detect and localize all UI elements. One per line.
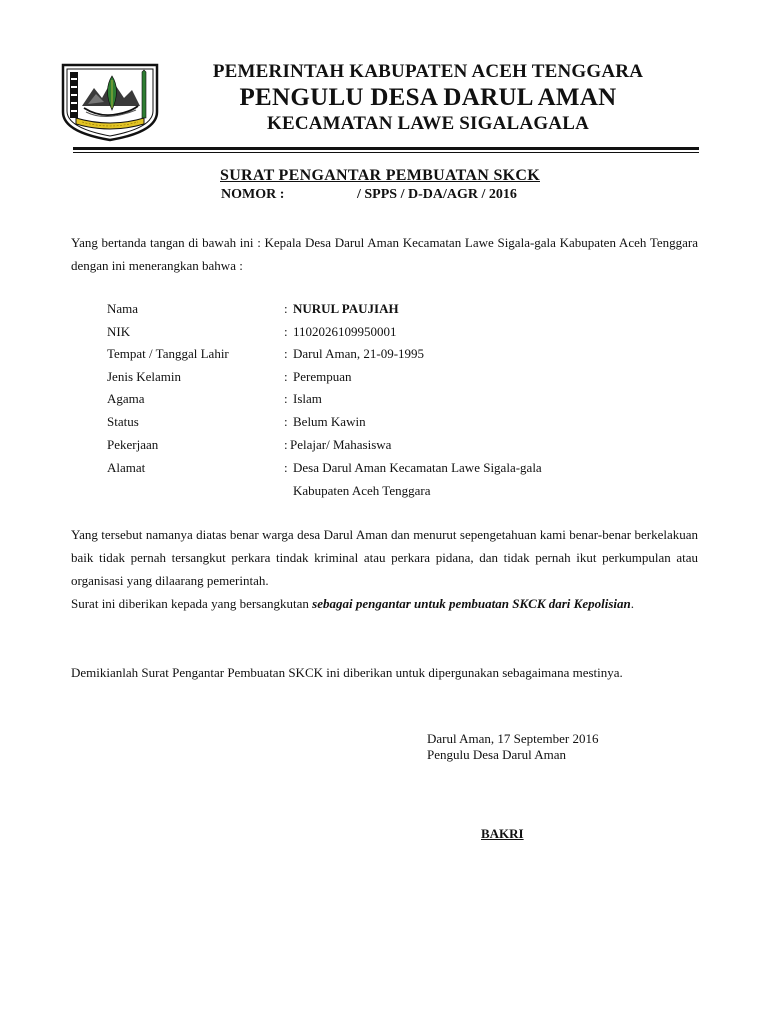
field-colon: : xyxy=(284,437,288,452)
signer-name: BAKRI xyxy=(481,826,524,841)
field-label-jenis-kelamin: Jenis Kelamin xyxy=(107,369,182,384)
nomor-label: NOMOR : xyxy=(221,187,285,202)
field-colon: : xyxy=(284,369,288,384)
government-name: PEMERINTAH KABUPATEN ACEH TENGGARA xyxy=(212,61,644,82)
district-name: KECAMATAN LAWE SIGALAGALA xyxy=(266,113,590,134)
purpose-prefix: Surat ini diberikan kepada yang bersangkutan xyxy=(71,596,313,611)
field-value-nik: 1102026109950001 xyxy=(293,324,397,339)
field-colon: : xyxy=(284,391,288,406)
field-colon: : xyxy=(284,414,288,429)
header-rule-thin xyxy=(73,152,699,153)
field-value-status: Belum Kawin xyxy=(293,414,366,429)
field-label-nama: Nama xyxy=(107,301,139,316)
regency-emblem-icon xyxy=(60,62,160,142)
signature-place-date: Darul Aman, 17 September 2016 xyxy=(427,731,599,746)
office-name: PENGULU DESA DARUL AMAN xyxy=(239,84,617,111)
field-colon: : xyxy=(284,324,288,339)
field-colon: : xyxy=(284,346,288,361)
field-value-pekerjaan: Pelajar/ Mahasiswa xyxy=(290,437,392,452)
intro-paragraph: Yang bertanda tangan di bawah ini : Kepala Desa Darul Aman Kecamatan Lawe Sigala-gala Kabupaten Aceh Tenggara dengan ini menerangkan bahwa : xyxy=(71,235,698,273)
closing-paragraph: Demikianlah Surat Pengantar Pembuatan SKCK ini diberikan untuk dipergunakan sebagaimana mestinya. xyxy=(71,665,623,680)
field-label-status: Status xyxy=(107,414,139,429)
field-colon: : xyxy=(284,460,288,475)
statement-text: Yang tersebut namanya diatas benar warga desa Darul Aman dan menurut sepengetahuan kami benar-benar berkelakuan baik tidak pernah tersangkut perkara tindak kriminal atau perkara pidana, dan tidak pernah ikut perkumpulan atau organisasi yang dilaarang pemerintah. xyxy=(71,527,698,588)
header-rule-thick xyxy=(73,147,699,150)
field-label-alamat: Alamat xyxy=(107,460,146,475)
field-label-pekerjaan: Pekerjaan xyxy=(107,437,159,452)
field-value-alamat: Desa Darul Aman Kecamatan Lawe Sigala-gala xyxy=(293,460,542,475)
signature-position: Pengulu Desa Darul Aman xyxy=(427,747,567,762)
purpose-text xyxy=(71,592,698,615)
field-value-nama: NURUL PAUJIAH xyxy=(293,301,399,316)
purpose-suffix: . xyxy=(630,596,634,611)
nomor-value: / SPPS / D-DA/AGR / 2016 xyxy=(357,187,517,202)
purpose-emphasis: sebagai pengantar untuk pembuatan SKCK dari Kepolisian xyxy=(312,596,631,611)
field-colon: : xyxy=(284,301,288,316)
statement-paragraph xyxy=(71,523,698,615)
field-label-ttl: Tempat / Tanggal Lahir xyxy=(107,346,229,361)
field-label-nik: NIK xyxy=(107,324,131,339)
field-value-alamat-line2: Kabupaten Aceh Tenggara xyxy=(293,483,431,498)
field-value-jenis-kelamin: Perempuan xyxy=(293,369,352,384)
field-value-ttl: Darul Aman, 21-09-1995 xyxy=(293,346,425,361)
field-value-agama: Islam xyxy=(293,391,322,406)
field-label-agama: Agama xyxy=(107,391,145,406)
letter-title: SURAT PENGANTAR PEMBUATAN SKCK xyxy=(220,167,540,184)
